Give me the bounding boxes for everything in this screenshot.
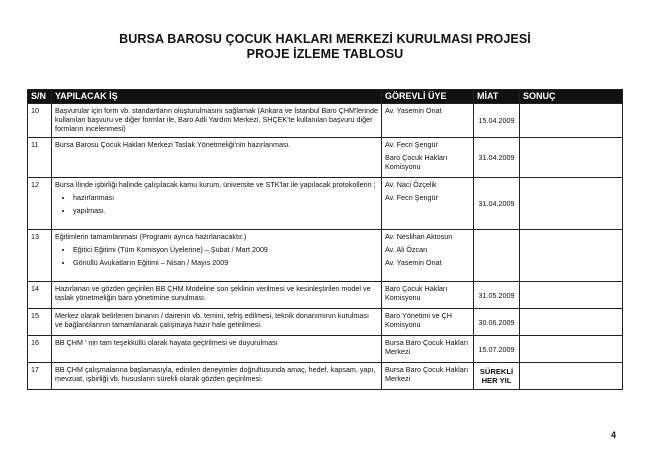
result-cell <box>520 363 623 390</box>
task-text: Başvurular için form vb. standartların oluşturulmasını sağlamak (Ankara ve İstanbul Baro ÇHM'lerinde kullanılan başvuru ve diğer formlar ile, Baro Adli Yardım Merkezi, SHÇEK'te kullanılan başvuru diğer formların incelenmesi) <box>55 106 378 134</box>
result-cell <box>520 178 623 230</box>
task-subitem: • hazırlanması <box>73 193 378 202</box>
task-text: Eğitimlerin tamamlanması (Programı ayrıca hazırlanacaktır.) <box>55 232 247 242</box>
column-header-sn: S/N <box>28 90 52 104</box>
row-number: 17 <box>28 363 52 390</box>
responsible-member: Av. Fecri Şengür <box>385 140 438 150</box>
responsible-member: Av. Yasemin Onat <box>385 258 442 268</box>
deadline-cell: SÜREKLİ HER YIL <box>474 363 520 390</box>
row-number: 13 <box>28 230 52 282</box>
row-number: 12 <box>28 178 52 230</box>
row-number: 16 <box>28 336 52 363</box>
member-cell <box>382 363 474 390</box>
deadline-cell: 30.06.2009 <box>474 309 520 336</box>
task-text: BB ÇHM ' nin tam teşekküllü olarak hayata geçirilmesi ve duyurulması <box>55 338 278 348</box>
task-subitems <box>55 193 378 215</box>
task-text: Merkez olarak belirlenen binanın / dairenin vb. temini, tefriş edilmesi, teknik donanımının kurulması ve bağlantılarının tamamlanarak çalışmaya hazır hale getirilmesi. <box>55 311 370 330</box>
table-row <box>28 309 623 336</box>
member-cell <box>382 336 474 363</box>
document-subtitle: PROJE İZLEME TABLOSU <box>246 47 404 61</box>
task-cell <box>52 309 382 336</box>
row-number: 14 <box>28 282 52 309</box>
column-header-result: SONUÇ <box>520 90 623 104</box>
member-cell <box>382 309 474 336</box>
row-number: 15 <box>28 309 52 336</box>
member-cell <box>382 282 474 309</box>
deadline-cell: 31.04.2009 <box>474 178 520 230</box>
task-subitems <box>55 245 378 267</box>
task-subitem: • yapılması. <box>73 206 378 215</box>
table-row <box>28 178 623 230</box>
task-text: Hazırlanan ve gözden geçirilen BB ÇHM Modeline son şeklinin verilmesi ve kesinleştirilen model ve taslak yönetmeliğin baro yönetimine sunulması. <box>55 284 371 303</box>
task-cell <box>52 363 382 390</box>
monitoring-table <box>27 89 623 390</box>
responsible-member: Av. Neslihan Aktosun <box>385 232 453 242</box>
column-header-member: GÖREVLİ ÜYE <box>382 90 474 104</box>
result-cell <box>520 104 623 138</box>
table-body <box>28 104 623 390</box>
task-text: BB ÇHM çalışmalarına başlamasıyla, edinilen deneyimler doğrultusunda amaç, hedef, kapsam, yapı, mevzuat, işbirliği vb. hususların sürekli olarak gözden geçirilmesi. <box>55 365 376 384</box>
task-cell <box>52 230 382 282</box>
table-row <box>28 230 623 282</box>
member-cell <box>382 104 474 138</box>
result-cell <box>520 309 623 336</box>
member-cell <box>382 230 474 282</box>
deadline-cell: 31.05.2009 <box>474 282 520 309</box>
deadline-cell: 15.04.2009 <box>474 104 520 138</box>
task-cell <box>52 138 382 178</box>
task-cell <box>52 282 382 309</box>
responsible-member: Bursa Baro Çocuk Hakları Merkezi <box>385 365 469 384</box>
result-cell <box>520 282 623 309</box>
task-subitem: • Gönüllü Avukatların Eğitimi – Nisan / Mayıs 2009 <box>73 258 378 267</box>
responsible-member: Av. Yasemin Onat <box>385 106 442 116</box>
result-cell <box>520 230 623 282</box>
member-cell <box>382 138 474 178</box>
deadline-cell <box>474 230 520 282</box>
task-cell <box>52 104 382 138</box>
result-cell <box>520 138 623 178</box>
deadline-cell: 31.04.2009 <box>474 138 520 178</box>
responsible-member: Baro Çocuk Hakları Komisyonu <box>385 153 448 172</box>
table-row <box>28 138 623 178</box>
page-number: 4 <box>610 430 616 440</box>
task-cell <box>52 178 382 230</box>
task-subitem: • Eğitici Eğitimi (Tüm Komisyon Üyelerine) – Şubat / Mart 2009 <box>73 245 378 254</box>
responsible-member: Bursa Baro Çocuk Hakları Merkezi <box>385 338 469 357</box>
deadline-cell: 15.07.2009 <box>474 336 520 363</box>
member-cell <box>382 178 474 230</box>
task-text: Bursa İlinde işbirliği halinde çalışılacak kamu kurum, üniversite ve STK'lar ile yapılacak protokollerin ; <box>55 180 376 190</box>
column-header-task: YAPILACAK İŞ <box>52 90 382 104</box>
responsible-member: Av. Ali Özcan <box>385 245 428 255</box>
responsible-member: Baro Çocuk Hakları Komisyonu <box>385 284 448 303</box>
responsible-member: Av. Fecri Şengür <box>385 193 438 203</box>
table-header-row <box>28 90 623 104</box>
row-number: 11 <box>28 138 52 178</box>
task-cell <box>52 336 382 363</box>
table-row <box>28 363 623 390</box>
table-row <box>28 282 623 309</box>
table-row <box>28 104 623 138</box>
column-header-deadline: MİAT <box>474 90 520 104</box>
document-title: BURSA BAROSU ÇOCUK HAKLARI MERKEZİ KURULMASI PROJESİ <box>119 32 531 46</box>
task-text: Bursa Barosu Çocuk Hakları Merkezi Taslak Yönetmeliği'nin hazırlanması. <box>55 140 291 150</box>
result-cell <box>520 336 623 363</box>
responsible-member: Av. Naci Özçelik <box>385 180 437 190</box>
table-row <box>28 336 623 363</box>
row-number: 10 <box>28 104 52 138</box>
responsible-member: Baro Yönetimi ve ÇH Komisyonu <box>385 311 452 330</box>
